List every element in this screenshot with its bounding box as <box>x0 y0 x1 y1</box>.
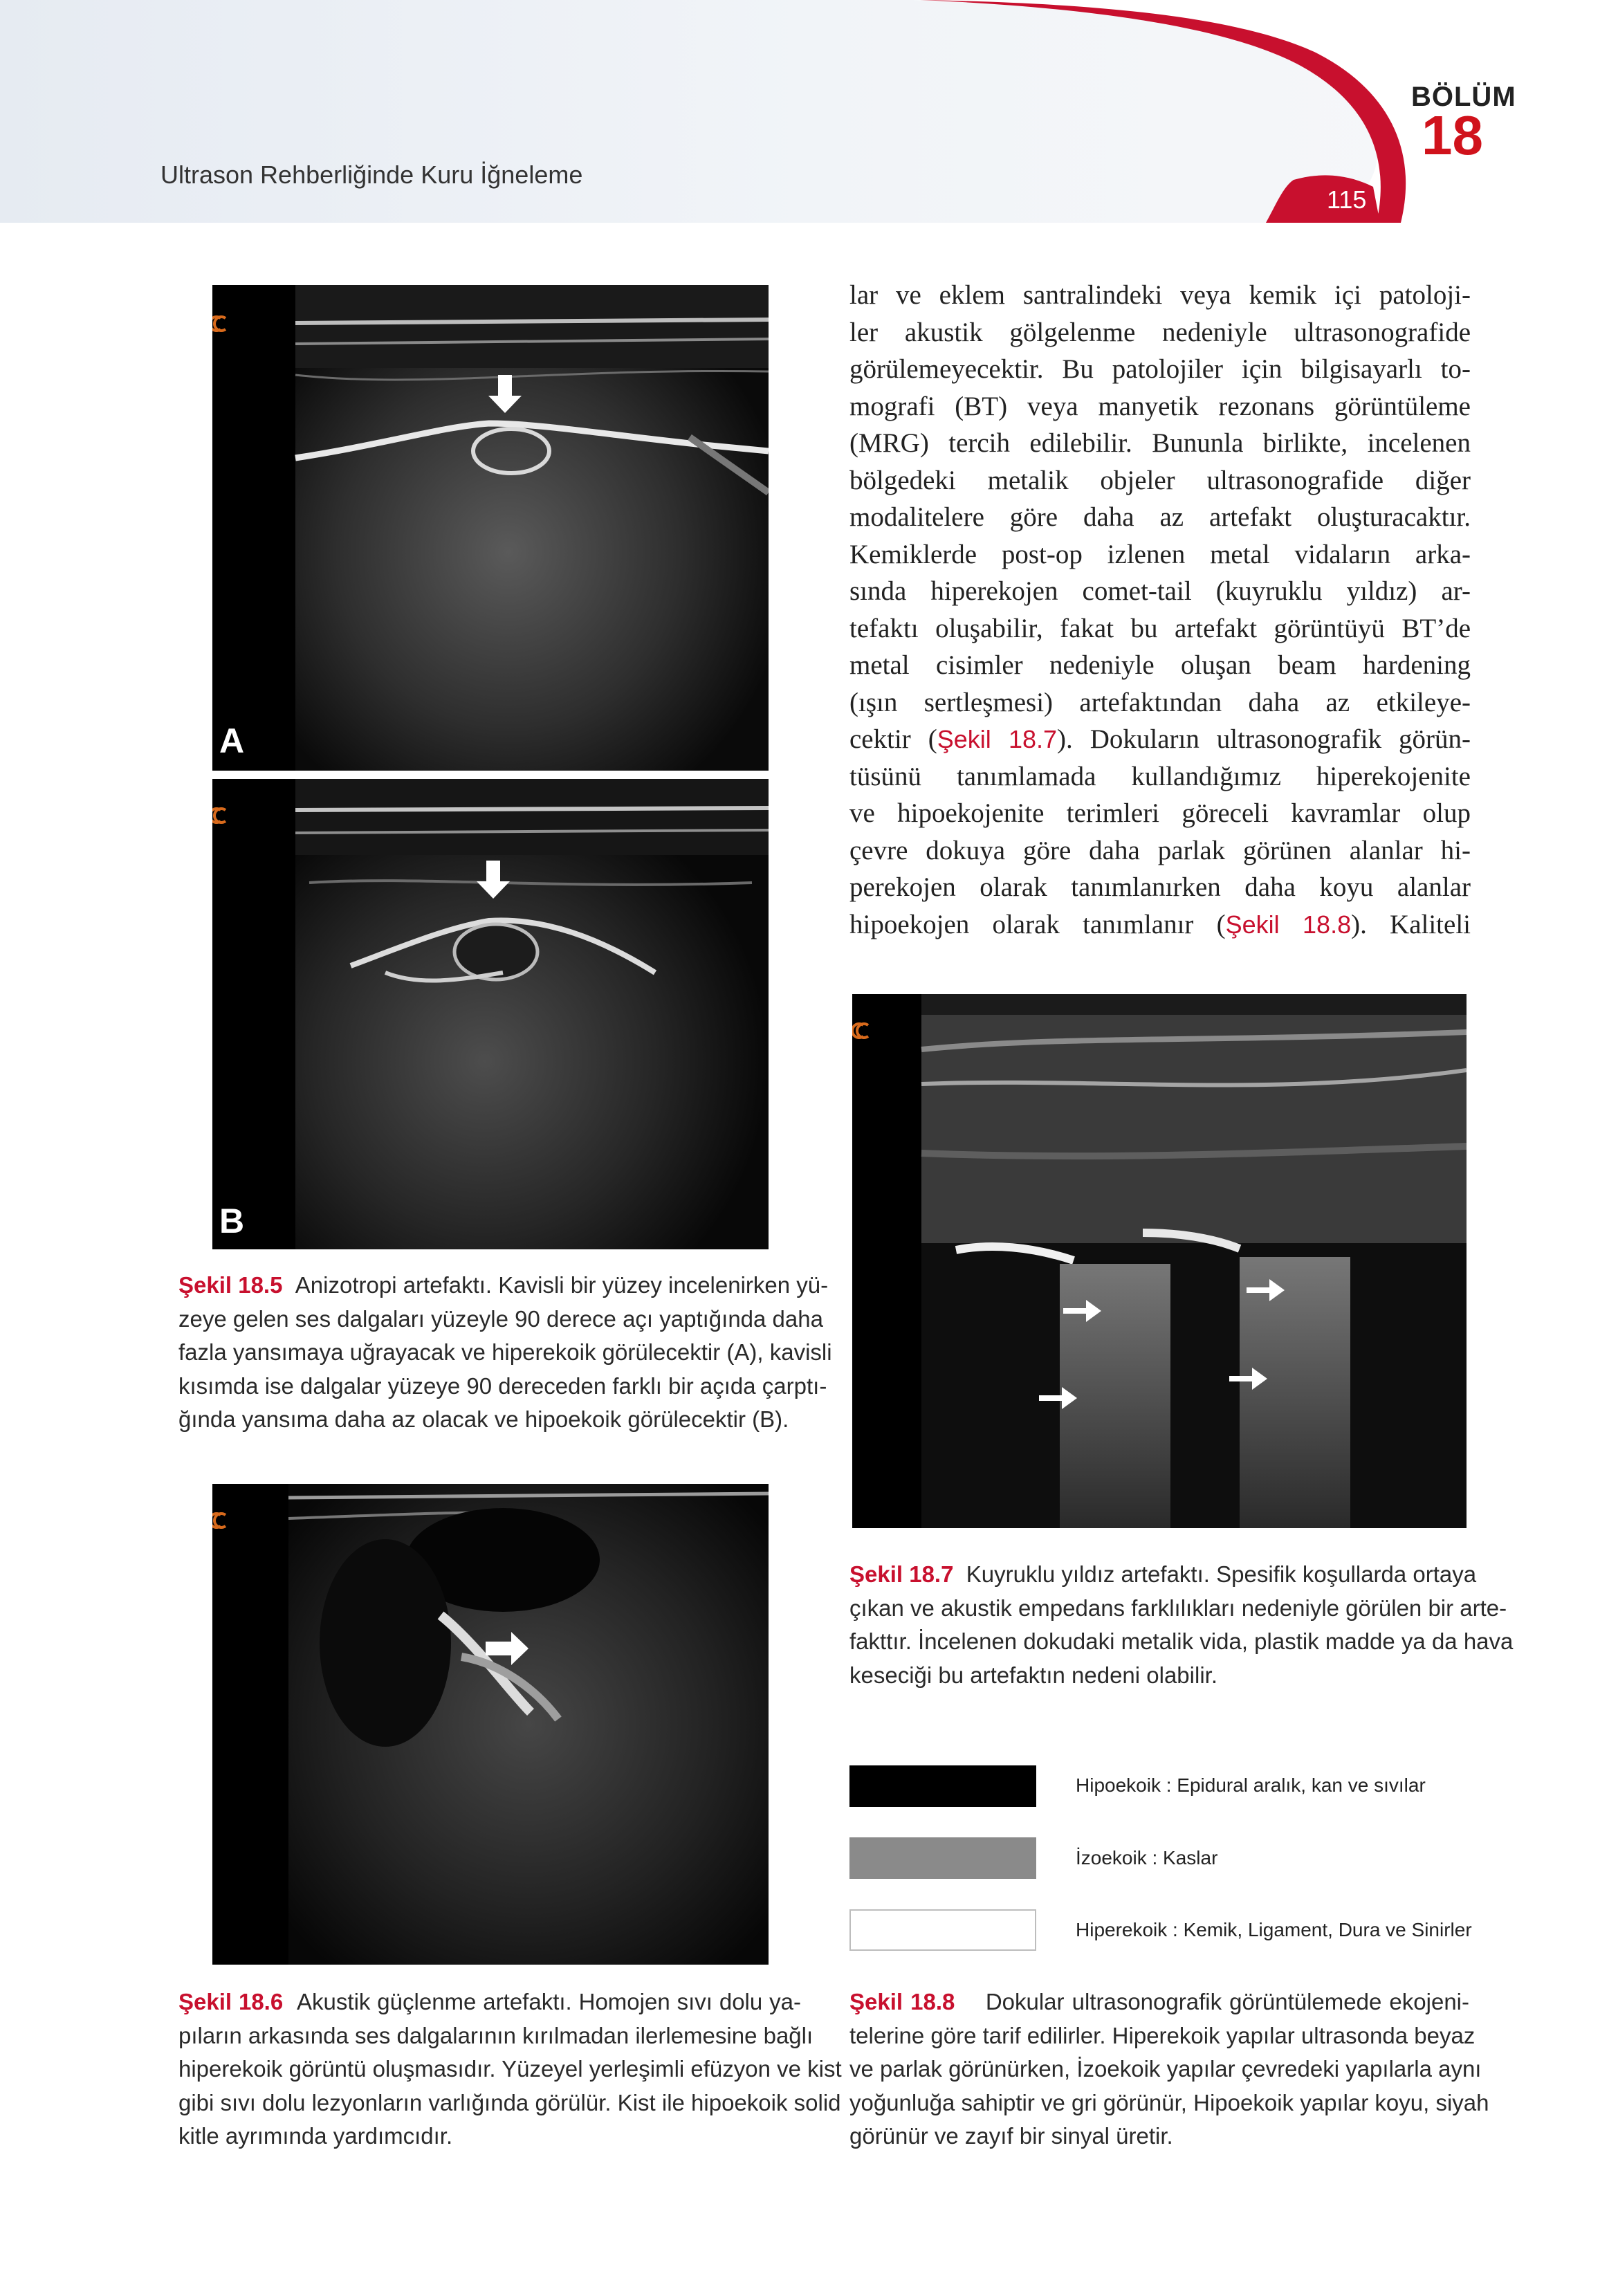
body-text-fragment: ). Dokuların ultrasonografik görün- <box>1057 724 1471 754</box>
body-line: bölgedeki metalik objeler ultrasonografide diğer <box>849 465 1471 495</box>
ultrasound-image <box>212 779 769 1249</box>
caption-label: Şekil 18.5 <box>178 1272 283 1298</box>
caption-line: yoğunluğa sahiptir ve gri görünür, Hipoekoik yapılar koyu, siyah <box>849 2089 1489 2115</box>
caption-18-6 <box>178 1985 842 2153</box>
body-line: metal cisimler nedeniyle oluşan beam hardening <box>849 650 1471 680</box>
running-title: Ultrason Rehberliğinde Kuru İğneleme <box>160 160 583 189</box>
chapter-label: BÖLÜM <box>1411 82 1516 112</box>
caption-label: Şekil 18.8 <box>849 1989 955 2014</box>
body-paragraph <box>849 277 1471 943</box>
figure-reference-18-8[interactable]: Şekil 18.8 <box>1225 910 1352 939</box>
body-line: mografi (BT) veya manyetik rezonans görüntüleme <box>849 391 1471 421</box>
ultrasound-image <box>212 1484 769 1965</box>
legend-swatch-hypoechoic <box>849 1765 1036 1807</box>
caption-label: Şekil 18.6 <box>178 1989 284 2014</box>
legend-label-isoechoic: İzoekoik : Kaslar <box>1076 1847 1218 1868</box>
caption-line: çıkan ve akustik empedans farklılıkları nedeniyle görülen bir arte- <box>849 1595 1507 1621</box>
caption-line: telerine göre tarif edilirler. Hiperekoik yapılar ultrasonda beyaz <box>849 2022 1475 2048</box>
body-line: lar ve eklem santralindeki veya kemik içi patoloji- <box>849 280 1471 310</box>
figure-reference-18-7[interactable]: Şekil 18.7 <box>937 725 1058 753</box>
body-line: ve hipoekojenite terimleri göreceli kavramlar olup <box>849 798 1471 828</box>
body-text-fragment: ). Kaliteli <box>1351 909 1471 939</box>
caption-line: zeye gelen ses dalgaları yüzeyle 90 derece açı yaptığında daha <box>178 1305 823 1332</box>
caption-line: fazla yansımaya uğrayacak ve hiperekoik görülecektir (A), kavisli <box>178 1339 832 1365</box>
caption-line: Akustik güçlenme artefaktı. Homojen sıvı dolu ya- <box>297 1989 801 2014</box>
caption-line: keseciği bu artefaktın nedeni olabilir. <box>849 1662 1217 1688</box>
caption-line: gibi sıvı dolu lezyonların varlığında görülür. Kist ile hipoekoik solid <box>178 2089 841 2115</box>
body-text-fragment: hipoekojen olarak tanımlanır ( <box>849 909 1226 939</box>
chapter-number: 18 <box>1422 104 1483 166</box>
body-text-fragment: cektir ( <box>849 724 937 754</box>
panel-letter-b: B <box>219 1202 245 1240</box>
body-line: tüsünü tanımlamada kullandığımız hiperekojenite <box>849 761 1471 791</box>
caption-line: pıların arkasında ses dalgalarının kırılmadan ilerlemesine bağlı <box>178 2022 813 2048</box>
body-line <box>849 906 1471 944</box>
legend-label-hyperechoic: Hiperekoik : Kemik, Ligament, Dura ve Sinirler <box>1076 1919 1472 1940</box>
body-line: (MRG) tercih edilebilir. Bununla birlikte, incelenen <box>849 428 1471 458</box>
caption-line: fakttır. İncelenen dokudaki metalik vida, plastik madde ya da hava <box>849 1628 1514 1654</box>
caption-18-5 <box>178 1269 832 1437</box>
caption-line: görünür ve zayıf bir sinyal üretir. <box>849 2123 1173 2149</box>
page-number: 115 <box>1327 185 1367 214</box>
body-line: ler akustik gölgelenme nedeniyle ultrasonografide <box>849 317 1471 347</box>
body-line: (ışın sertleşmesi) artefaktından daha az etkileye- <box>849 687 1471 717</box>
caption-label: Şekil 18.7 <box>849 1561 954 1587</box>
caption-line: Kuyruklu yıldız artefaktı. Spesifik koşullarda ortaya <box>966 1561 1477 1587</box>
caption-line: ğında yansıma daha az olacak ve hipoekoik görülecektir (B). <box>178 1406 789 1432</box>
figure-18-5-panel-b <box>212 779 769 1249</box>
page-header <box>0 0 1618 223</box>
panel-letter-a: A <box>219 722 245 760</box>
figure-18-6-image <box>212 1484 769 1965</box>
caption-line: Dokular ultrasonografik görüntülemede ekojeni- <box>985 1989 1469 2014</box>
caption-18-7 <box>849 1558 1514 1692</box>
ultrasound-image <box>852 994 1467 1528</box>
caption-18-8 <box>849 1985 1489 2153</box>
legend-label-hypoechoic: Hipoekoik : Epidural aralık, kan ve sıvılar <box>1076 1774 1426 1796</box>
caption-line: kısımda ise dalgalar yüzeye 90 dereceden farklı bir açıda çarptı- <box>178 1372 827 1399</box>
caption-line: kitle ayrımında yardımcıdır. <box>178 2123 453 2149</box>
legend-swatch-hyperechoic <box>849 1909 1036 1951</box>
body-line: görülemeyecektir. Bu patolojiler için bilgisayarlı to- <box>849 354 1471 384</box>
figure-18-5-panel-a <box>212 285 769 771</box>
caption-line: ve parlak görünürken, İzoekoik yapılar çevredeki yapılarla aynı <box>849 2056 1482 2082</box>
body-line: tefaktı oluşabilir, fakat bu artefakt görüntüyü BT’de <box>849 613 1471 643</box>
body-line: sında hiperekojen comet-tail (kuyruklu yıldız) ar- <box>849 576 1471 606</box>
body-line: çevre dokuya göre daha parlak görünen alanlar hi- <box>849 835 1471 865</box>
legend-swatch-isoechoic <box>849 1837 1036 1879</box>
caption-line: hiperekoik görüntü oluşmasıdır. Yüzeyel yerleşimli efüzyon ve kist <box>178 2056 842 2082</box>
body-line: Kemiklerde post-op izlenen metal vidaların arka- <box>849 539 1471 569</box>
ultrasound-image <box>212 285 769 771</box>
body-line <box>849 721 1471 758</box>
caption-line: Anizotropi artefaktı. Kavisli bir yüzey incelenirken yü- <box>295 1272 829 1298</box>
figure-18-7-image <box>852 994 1467 1528</box>
body-line: modalitelere göre daha az artefakt oluşturacaktır. <box>849 502 1471 532</box>
body-line: perekojen olarak tanımlanırken daha koyu alanlar <box>849 872 1471 902</box>
